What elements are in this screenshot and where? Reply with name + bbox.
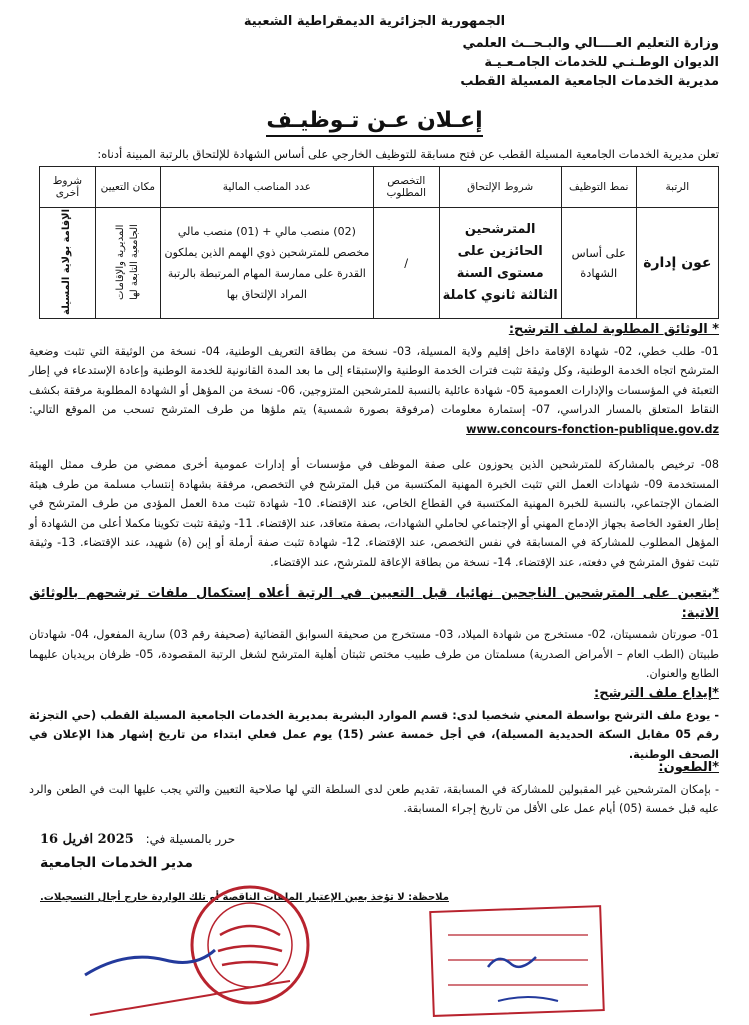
signature-place: حرر بالمسيلة في: xyxy=(145,832,236,846)
cell-conditions: المترشحين الحائزين على مستوى السنة الثالثة ثانوي كاملة xyxy=(439,208,561,319)
note-content: ملاحظة: لا تؤخذ بعين الإعتبار الملفات الناقصة أو تلك الواردة خارج أجال التسجيلات. xyxy=(40,892,449,903)
documents-section-2 xyxy=(29,455,719,573)
signature-place-date xyxy=(40,832,235,847)
directorate-line: مديرية الخدمات الجامعية المسيلة القطب xyxy=(460,74,719,89)
institution-header xyxy=(460,34,719,91)
col-place: مكان التعيين xyxy=(95,167,160,208)
deposit-text: - يودع ملف الترشح بواسطة المعني شخصيا لدى: قسم الموارد البشرية بمديرية الخدمات الجامعية المسيلة القطب (حي التجزئة رقم 05 مقابل السكة الحديدية المسيلة)، في أجل خمسة عشر (15) يوم عمل فعلي ابتداء من تاريخ إشهار هذا الإعلان في الصحف الوطنية. xyxy=(29,708,720,761)
cell-other xyxy=(40,208,96,319)
deposit-section xyxy=(29,684,719,764)
registration-stamp xyxy=(428,905,608,1017)
cell-mode: على أساس الشهادة xyxy=(561,208,636,319)
stamp-date-ink xyxy=(498,997,558,1001)
documents-section xyxy=(29,320,719,440)
stamp-number-ink xyxy=(488,957,536,967)
cell-place-text: المديرية والإقامات الجامعية التابعة لها xyxy=(114,223,140,300)
stamp-border xyxy=(430,906,604,1016)
cell-place xyxy=(95,208,160,319)
table-row xyxy=(40,208,719,319)
col-conditions: شروط الإلتحاق xyxy=(439,167,561,208)
stamp-lines xyxy=(448,935,588,985)
cell-posts: (02) منصب مالي + (01) منصب مالي مخصص للمترشحين ذوي الهمم الذين يملكون القدرة على ممارسة المهام المرتبطة بالرتبة المراد الإلتحاق بها xyxy=(160,208,373,319)
col-specialty: التخصص المطلوب xyxy=(373,167,439,208)
cell-rank: عون إدارة xyxy=(636,208,718,319)
intro-text: تعلن مديرية الخدمات الجامعية المسيلة القطب عن فتح مسابقة للتوظيف الخارجي على أساس الشهادة للإلتحاق بالرتبة المبينة أدناه: xyxy=(97,147,719,161)
directorate-seal xyxy=(70,865,310,1025)
forms-link[interactable]: www.concours-fonction-publique.gov.dz xyxy=(466,422,719,436)
signature-title: مدير الخدمات الجامعية xyxy=(40,855,193,871)
signature-stroke xyxy=(90,981,290,1015)
appeals-heading: *الطعون: xyxy=(658,760,719,775)
title-text: إعـلان عـن تـوظيـف xyxy=(266,108,482,137)
office-line: الديوان الوطـنـي للخدمات الجامـعـيـة xyxy=(484,55,719,70)
table-header-row xyxy=(40,167,719,208)
page-title xyxy=(0,108,749,133)
final-docs-section xyxy=(29,584,719,684)
seal-text-strokes xyxy=(218,926,282,965)
col-mode: نمط التوظيف xyxy=(561,167,636,208)
cell-specialty: / xyxy=(373,208,439,319)
final-docs-heading: *يتعين على المترشحين الناجحين نهائيا، قبل التعيين في الرتبة أعلاه إستكمال ملفات ترشحهم بالوثائق الاتية: xyxy=(29,586,719,621)
documents-paragraph-1: 01- طلب خطي، 02- شهادة الإقامة داخل إقليم ولاية المسيلة، 03- نسخة من بطاقة التعريف الوطنية، 04- نسخة من الوثيقة التي تثبت وضعية المترشح اتجاه الخدمة الوطنية، وكل وثيقة تثبت فترات الخدمة الوطنية والإستبقاء إلى ما بعد المدة القانونية للخدمة الوطنية وإعادة الإستدعاء في إطار التعبئة في المؤسسات والإدارات العمومية 05- شهادة عائلية بالنسبة للمترشحين المتزوجين، 06- نسخة من المؤهل أو الشهادة المطلوبة مرفقة بكشف النقاط المتعلق بالمسار الدراسي، 07- إستمارة معلومات (مرفوقة بصورة شمسية) يتم ملؤها من طرف المترشح تسحب من الموقع التالي: xyxy=(29,344,719,417)
cell-other-text: الإقامة بولاية المسيلة xyxy=(61,208,73,315)
positions-table xyxy=(39,166,719,319)
appeals-section xyxy=(29,758,719,819)
documents-heading: * الوثائق المطلوبة لملف الترشح: xyxy=(508,322,719,337)
signature-date: 2025 افريل 16 xyxy=(40,832,134,847)
col-other: شروط أخرى xyxy=(40,167,96,208)
appeals-text: - بإمكان المترشحين غير المقبولين للمشاركة في المسابقة، تقديم طعن لدى السلطة التي لها صلاحية التعيين والتي يجب عليها البت في الطعن والرد عليه قبل خمسة (05) أيام عمل على الأقل من تاريخ إجراء المسابقة. xyxy=(29,782,719,816)
ministry-line: وزارة التعليم العــــالي والبـحــث العلمي xyxy=(462,36,719,51)
final-docs-text: 01- صورتان شمسيتان، 02- مستخرج من شهادة الميلاد، 03- مستخرج من صحيفة السوابق القضائية (صحيفة رقم 03) سارية المفعول، 04- شهادتان طبيتان (الطب العام – الأمراض الصدرية) مسلمتان من طرف طبيب مختص تثبتان أهلية المترشح لشغل الرتبة المقصودة، 05- ظرفان بريديان عليهما الطابع والعنوان. xyxy=(29,628,720,681)
documents-paragraph-2: 08- ترخيص بالمشاركة للمترشحين الذين يحوزون على صفة الموظف في مؤسسات أو إدارات عمومية أخرى ممضي من طرف ممثل الهيئة المستخدمة 09- شهادات العمل التي تثبت الخبرة المهنية المكتسبة من قبل المترشح في التخصص، مرفقة بشهادة إنتساب مسلمة من طرف هيئة الضمان الإجتماعي، بالنسبة للخبرة المهنية المكتسبة في القطاع الخاص، عند الإقتضاء. 10- شهادة تثبت مدة العمل المؤدى من طرف المترشح في إطار العقود الخاصة بجهاز الإدماج المهني أو الإجتماعي لحاملي الشهادات، بصفة متعاقد، عند الإقتضاء. 11- وثيقة تثبت تكوينا مكملا أعلى من الشهادة أو المؤهل المطلوب للمشاركة في المسابقة في نفس التخصص، عند الإقتضاء. 12- شهادة تثبت صفة أرملة أو إبن (ة) شهيد، عند الإقتضاء. 13- وثيقة تثبت تفوق المترشح في دفعته، عند الإقتضاء. 14- نسخة من بطاقة الإعاقة للمترشح، عند الإقتضاء. xyxy=(29,458,720,569)
republic-header: الجمهورية الجزائرية الديمقراطية الشعبية xyxy=(243,14,506,29)
col-posts: عدد المناصب المالية xyxy=(160,167,373,208)
col-rank: الرتبة xyxy=(636,167,718,208)
deposit-heading: *إيداع ملف الترشح: xyxy=(594,686,719,701)
